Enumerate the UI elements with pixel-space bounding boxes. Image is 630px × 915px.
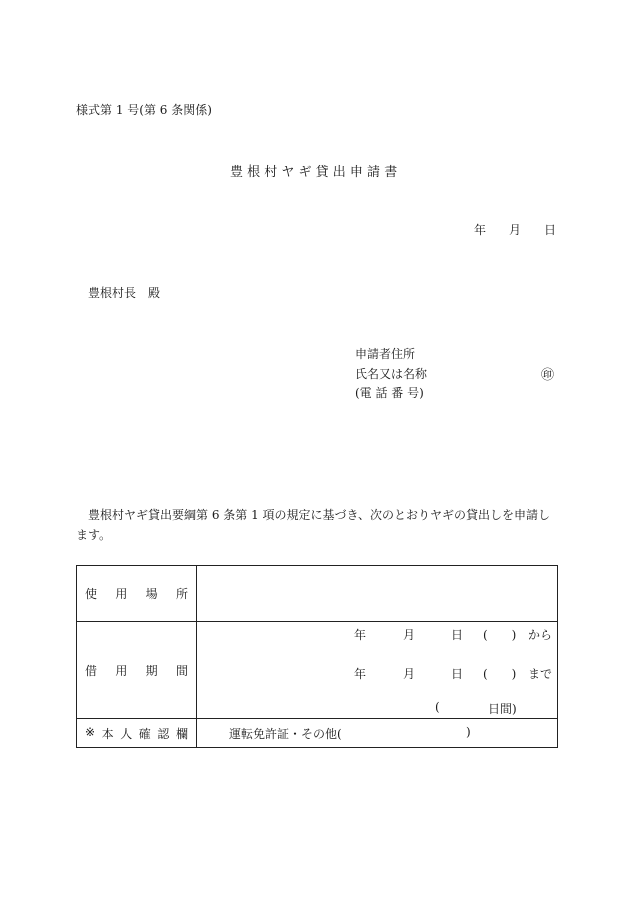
application-table bbox=[76, 565, 558, 748]
period-end-weekday: ( ) bbox=[483, 667, 517, 681]
confirm-label-char: 認 bbox=[157, 726, 170, 741]
place-label bbox=[83, 585, 190, 602]
period-start-year: 年 bbox=[354, 628, 367, 642]
confirm-row bbox=[77, 719, 558, 748]
period-label-char: 用 bbox=[115, 663, 128, 678]
confirm-close-paren: ) bbox=[466, 725, 471, 739]
confirm-label-char: 確 bbox=[138, 726, 151, 741]
body-text: 豊根村ヤギ貸出要綱第 6 条第 1 項の規定に基づき、次のとおりヤギの貸出しを申請します。 bbox=[76, 508, 551, 542]
place-label-char: 使 bbox=[85, 587, 98, 601]
period-start-weekday: ( ) bbox=[483, 628, 517, 642]
period-label-char: 期 bbox=[145, 663, 158, 678]
applicant-address-label: 申請者住所 bbox=[355, 347, 416, 361]
applicant-name-label: 氏名又は名称 bbox=[355, 367, 428, 381]
place-label-cell bbox=[77, 566, 197, 622]
period-days-unit: 日間) bbox=[488, 702, 517, 716]
period-end-day: 日 bbox=[451, 667, 464, 681]
place-label-char: 場 bbox=[145, 587, 158, 601]
period-label-cell bbox=[77, 622, 197, 719]
addressee: 豊根村長 殿 bbox=[88, 286, 161, 300]
date-day: 日 bbox=[544, 223, 557, 237]
period-row bbox=[77, 622, 558, 719]
confirm-label-char: ※ bbox=[85, 724, 96, 739]
period-start-month: 月 bbox=[403, 628, 416, 642]
date-month: 月 bbox=[509, 223, 522, 237]
period-start-day: 日 bbox=[451, 628, 464, 642]
period-label bbox=[83, 662, 190, 679]
confirm-document-label: 運転免許証・その他( bbox=[229, 726, 342, 741]
period-label-char: 間 bbox=[175, 663, 188, 678]
confirm-label bbox=[83, 725, 190, 742]
period-label-char: 借 bbox=[85, 663, 98, 678]
confirm-value-field[interactable] bbox=[197, 719, 558, 748]
period-end-year: 年 bbox=[354, 667, 367, 681]
period-days-open: ( bbox=[435, 700, 440, 714]
period-start-suffix: から bbox=[528, 628, 553, 642]
confirm-label-char: 欄 bbox=[175, 726, 188, 741]
confirm-label-char: 本 bbox=[101, 726, 114, 741]
place-row bbox=[77, 566, 558, 622]
place-value-field[interactable] bbox=[197, 566, 558, 622]
period-end-suffix: まで bbox=[528, 667, 553, 681]
confirm-label-char: 人 bbox=[120, 726, 133, 741]
confirm-label-cell bbox=[77, 719, 197, 748]
place-label-char: 用 bbox=[115, 587, 128, 601]
period-end-month: 月 bbox=[403, 667, 416, 681]
page-title: 豊 根 村 ヤ ギ 貸 出 申 請 書 bbox=[230, 165, 398, 180]
date-year: 年 bbox=[474, 223, 487, 237]
place-label-char: 所 bbox=[175, 587, 188, 601]
period-value-field[interactable] bbox=[197, 622, 558, 719]
form-number: 様式第 1 号(第 6 条関係) bbox=[76, 103, 212, 117]
applicant-phone-label: (電 話 番 号) bbox=[355, 386, 424, 400]
seal-mark: ㊞ bbox=[541, 368, 555, 383]
